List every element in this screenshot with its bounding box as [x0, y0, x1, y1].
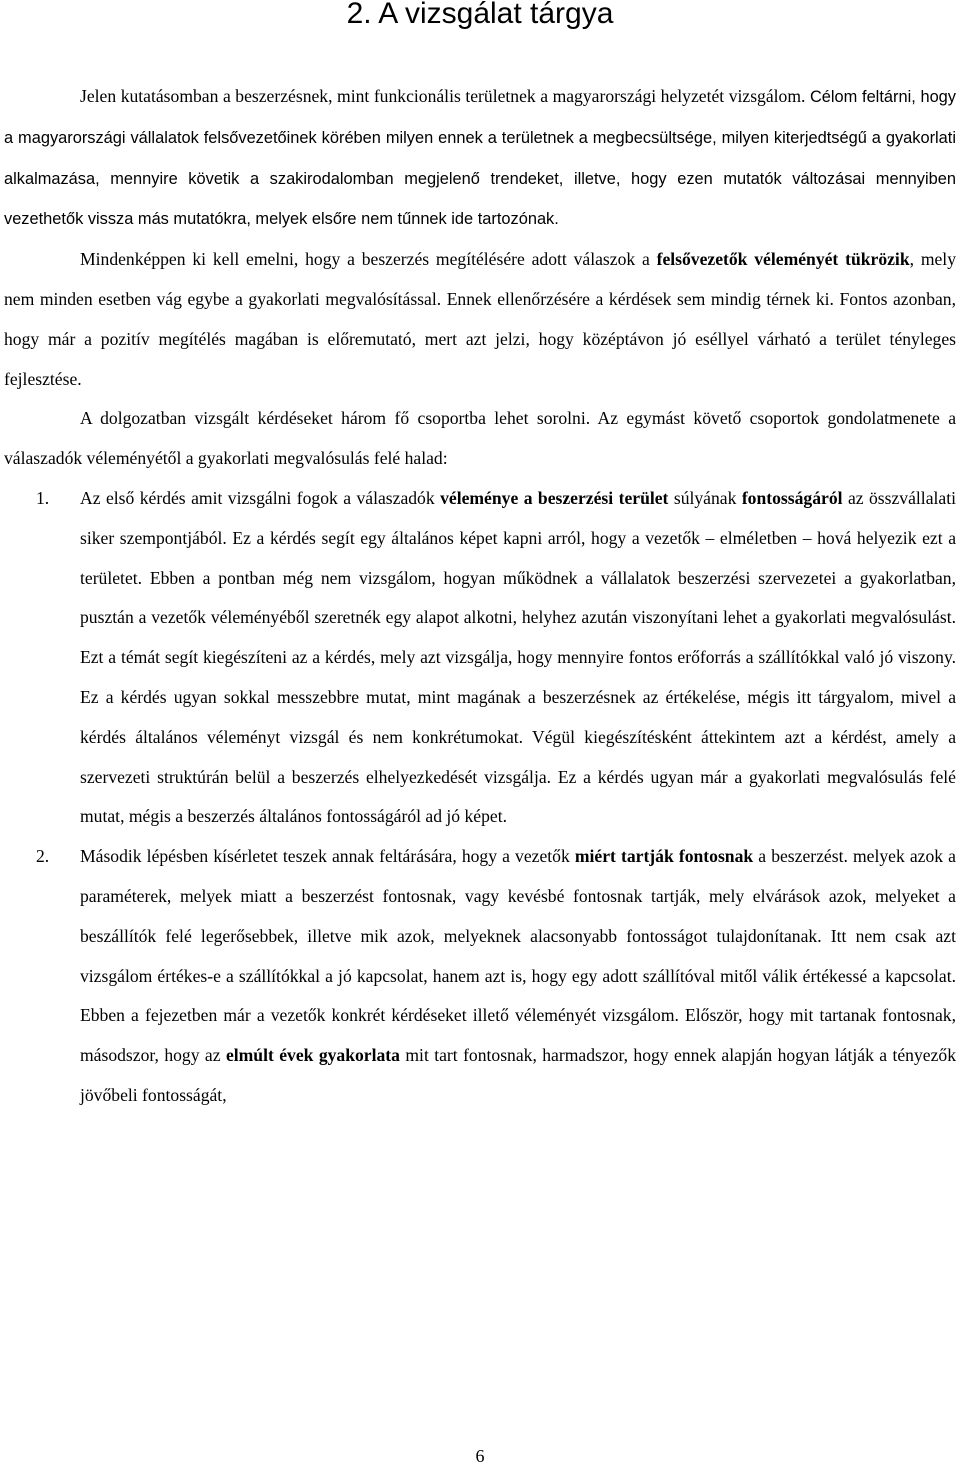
list-item-1-bold-1: véleménye a beszerzési terület [440, 487, 669, 508]
paragraph-2 [4, 240, 956, 399]
list-item-number: 2. [36, 846, 50, 867]
paragraph-2-text-1: Mindenképpen ki kell emelni, hogy a beszerzés megítélésére adott válaszok a [80, 249, 657, 270]
list-item [4, 479, 956, 837]
section-heading: 2. A vizsgálat tárgya [346, 0, 614, 30]
list-item-1-text-1: Az első kérdés amit vizsgálni fogok a válaszadók [80, 487, 441, 508]
paragraph-3 [4, 399, 956, 479]
numbered-list [4, 479, 956, 1116]
list-item-1-bold-2: fontosságáról [741, 487, 843, 508]
list-item-2-text-3: mit tart fontosnak, harmadszor, hogy ennek alapján hogyan látják a tényezők jövőbeli fontosságát, [80, 1045, 956, 1105]
paragraph-1-intro: Jelen kutatásomban a beszerzésnek, mint funkcionális területnek a magyarországi helyzetét vizsgálom. [80, 86, 810, 106]
list-item-text [80, 479, 956, 837]
list-item-number: 1. [36, 487, 50, 508]
paragraph-1 [4, 77, 956, 240]
list-item-2-text-1: Második lépésben kísérletet teszek annak feltárására, hogy a vezetők [80, 846, 575, 867]
list-item-1-text-2: súlyának [668, 487, 742, 508]
paragraph-2-text-2: , mely nem minden esetben vág egybe a gyakorlati megvalósítással. Ennek ellenőrzésére a kérdések sem mindig térnek ki. Fontos azonban, hogy már a pozitív megítélés magában is előremutató, mert azt jelzi, hogy középtávon jó eséllyel várható a terület tényleges fejlesztése. [4, 249, 956, 389]
list-item-2-bold-1: miért tartják fontosnak [574, 846, 754, 867]
list-item-text [80, 837, 956, 1116]
page-number: 6 [475, 1446, 485, 1466]
list-item-2-text-2: a beszerzést. melyek azok a paraméterek, melyek miatt a beszerzést fontosnak, vagy kevésbé fontosnak tartják, mely elvárások azok, melyeket a beszállítók felé legerősebbek, illetve mik azok, melyeknek alacsonyabb fontosságot tulajdonítanak. Itt nem csak azt vizsgálom értékes-e a szállítókkal a jó kapcsolat, hanem azt is, hogy egy adott szállítóval mitől válik értékessé a kapcsolat. Ebben a fejezetben már a vezetők konkrét kérdéseket illető véleményét vizsgálom. Először, hogy mit tartanak fontosnak, másodszor, hogy az [80, 846, 956, 1066]
paragraph-1-goal: Célom feltárni, hogy a magyarországi vállalatok felsővezetőinek körében milyen ennek a területnek a megbecsültsége, milyen kiterjedtségű a gyakorlati alkalmazása, mennyire követik a szakirodalomban megjelenő trendeket, illetve, hogy ezen mutatók változásai mennyiben vezethetők vissza más mutatókra, melyek elsőre nem tűnnek ide tartozónak. [4, 88, 956, 229]
list-item-1-text-3: az összvállalati siker szempontjából. Ez a kérdés segít egy általános képet kapni arról, hogy a vezetők – elméletben – hová helyezik ezt a területet. Ebben a pontban még nem vizsgálom, hogyan működnek a vállalatok beszerzési szervezetei a gyakorlatban, pusztán a vezetők véleményéből szeretnék egy alapot alkotni, helyhez azután viszonyítani lehet a gyakorlati megvalósulást. Ezt a témát segít kiegészíteni az a kérdés, mely azt vizsgálja, hogy mennyire fontos erőforrás a szállítókkal való jó viszony. Ez a kérdés ugyan sokkal messzebbre mutat, mint magának a beszerzésnek az értékelése, mégis itt tárgyalom, mivel a kérdés általános véleményt vizsgál és nem konkrétumokat. Végül kiegészítésként áttekintem azt a kérdést, amely a szervezeti struktúrán belül a beszerzés elhelyezkedését vizsgálja. Ez a kérdés ugyan már a gyakorlati megvalósulás felé mutat, mégis a beszerzés általános fontosságáról ad jó képet. [80, 487, 956, 827]
paragraph-3-text: A dolgozatban vizsgált kérdéseket három fő csoportba lehet sorolni. Az egymást követő csoportok gondolatmenete a válaszadók véleményétől a gyakorlati megvalósulás felé halad: [4, 408, 956, 469]
paragraph-2-bold-1: felsővezetők véleményét tükrözik [656, 249, 910, 270]
body-text [4, 77, 956, 1116]
list-item-2-bold-2: elmúlt évek gyakorlata [225, 1045, 400, 1066]
list-item [4, 837, 956, 1116]
